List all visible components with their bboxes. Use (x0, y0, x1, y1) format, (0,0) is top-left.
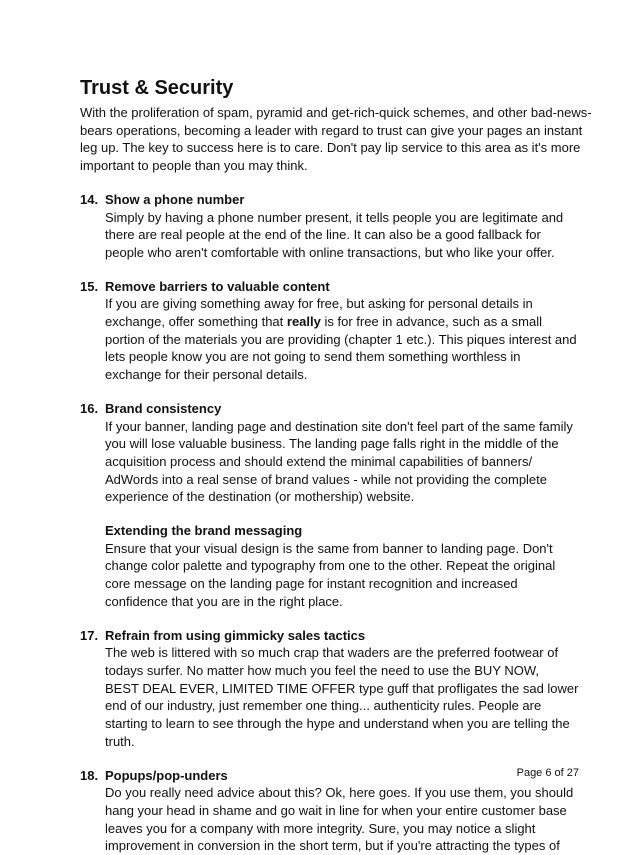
page-title: Trust & Security (80, 76, 233, 100)
page-body (80, 104, 562, 855)
list-item-17 (80, 627, 562, 751)
list-item-14 (80, 191, 562, 262)
item-line: BEST DEAL EVER, LIMITED TIME OFFER type guff that profligates the sad lower (105, 680, 562, 698)
item-heading: Brand consistency (105, 400, 562, 418)
intro-line: leg up. The key to success here is to care. Don't pay lip service to this area as it's more (80, 140, 580, 155)
item-line: acquisition process and should extend the minimal capabilities of banners/ (105, 453, 562, 471)
line-text: exchange, offer something that (105, 314, 287, 329)
item-number: 18. (80, 767, 98, 785)
item-heading: Popups/pop-unders (105, 767, 562, 785)
item-number: 17. (80, 627, 98, 645)
item-line: portion of the materials you are providing (chapter 1 etc.). This piques interest and (105, 331, 562, 349)
item-line: experience of the destination (or mothership) website. (105, 488, 562, 506)
item-line: core message on the landing page for instant recognition and increased (105, 575, 562, 593)
line-text: is for free in advance, such as a small (321, 314, 542, 329)
item-line: If you are giving something away for free, but asking for personal details in (105, 295, 562, 313)
intro-line: With the proliferation of spam, pyramid and get-rich-quick schemes, and other bad-news- (80, 105, 592, 120)
item-line: truth. (105, 733, 562, 751)
item-subheading: Extending the brand messaging (105, 522, 562, 540)
item-line: If your banner, landing page and destination site don't feel part of the same family (105, 418, 562, 436)
item-line: The web is littered with so much crap that waders are the preferred footwear of (105, 644, 562, 662)
item-line: people who aren't comfortable with online transactions, but who like your offer. (105, 244, 562, 262)
item-heading: Remove barriers to valuable content (105, 278, 562, 296)
item-line: confidence that you are in the right place. (105, 593, 562, 611)
list-item-16 (80, 400, 562, 611)
emphasis-text: really (287, 314, 321, 329)
item-number: 14. (80, 191, 98, 209)
intro-line: bears operations, becoming a leader with regard to trust can give your pages an instant (80, 123, 582, 138)
item-line: starting to learn to see through the hype and understand when you are telling the (105, 715, 562, 733)
item-number: 16. (80, 400, 98, 418)
item-line: hang your head in shame and go wait in line for when your entire customer base (105, 802, 562, 820)
intro-line: important to people than you may think. (80, 158, 308, 173)
item-line-with-emphasis (105, 313, 562, 331)
item-number: 15. (80, 278, 98, 296)
item-line: you will lose valuable business. The landing page falls right in the middle of the (105, 435, 562, 453)
item-line: end of our industry, just remember one thing... authenticity rules. People are (105, 697, 562, 715)
item-line: leaves you for a company with more integrity. Sure, you may notice a slight (105, 820, 562, 838)
item-line: there are real people at the end of the line. It can also be a good fallback for (105, 226, 562, 244)
item-heading: Show a phone number (105, 191, 562, 209)
list-item-15 (80, 278, 562, 384)
list-item-18 (80, 767, 562, 855)
item-line: Do you really need advice about this? Ok, here goes. If you use them, you should (105, 784, 562, 802)
item-line: lets people know you are not going to send them something worthless in (105, 348, 562, 366)
intro-paragraph (80, 104, 562, 175)
item-line: exchange for their personal details. (105, 366, 562, 384)
item-line: todays surfer. No matter how much you feel the need to use the BUY NOW, (105, 662, 562, 680)
page-number: Page 6 of 27 (517, 766, 579, 780)
item-line: AdWords into a real sense of brand values - while not providing the complete (105, 471, 562, 489)
item-heading: Refrain from using gimmicky sales tactics (105, 627, 562, 645)
item-line: change color palette and typography from one to the other. Repeat the original (105, 557, 562, 575)
item-line: Ensure that your visual design is the same from banner to landing page. Don't (105, 540, 562, 558)
item-line: Simply by having a phone number present, it tells people you are legitimate and (105, 209, 562, 227)
item-line: improvement in conversion in the short term, but if you're attracting the types of (105, 837, 562, 855)
